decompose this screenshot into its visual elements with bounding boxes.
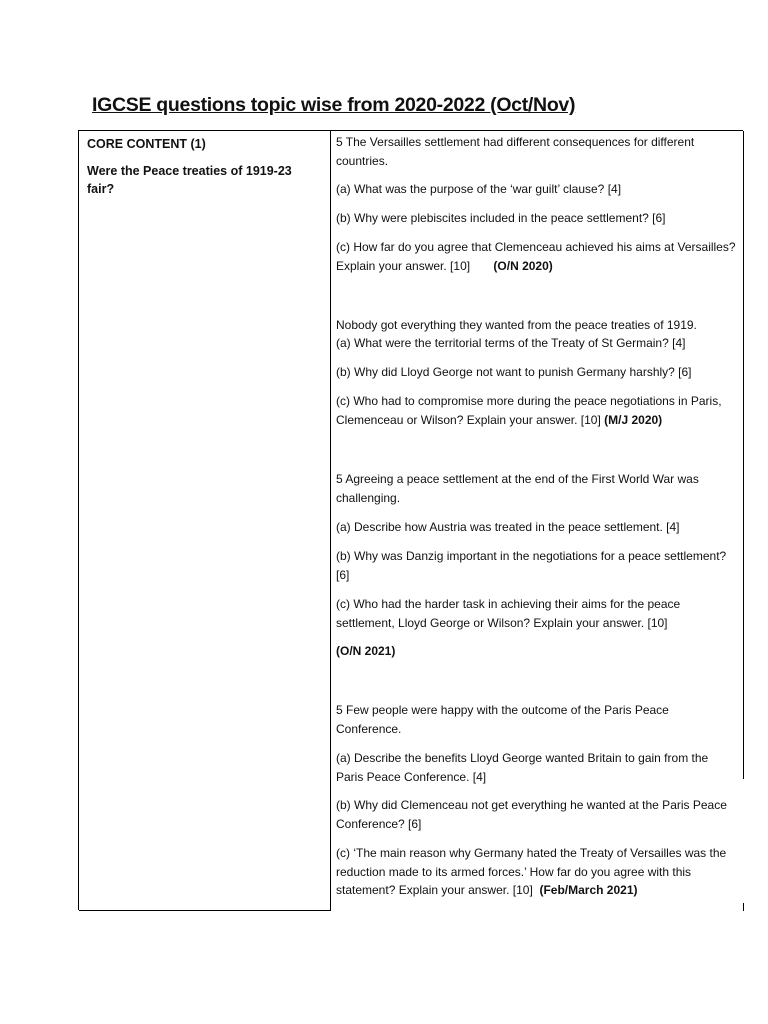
block-3-intro: 5 Agreeing a peace settlement at the end of the First World War was challenging. — [336, 472, 699, 505]
block-4-part-a: (a) Describe the benefits Lloyd George wanted Britain to gain from the Paris Peace Conference. [4] — [336, 751, 709, 784]
block-2-part-c — [336, 392, 736, 429]
block-2-part-c-text: (c) Who had to compromise more during the peace negotiations in Paris, Clemenceau or Wilson? Explain your answer. [10] — [336, 394, 722, 427]
table-right-border-tail — [743, 903, 744, 911]
block-4-intro: 5 Few people were happy with the outcome of the Paris Peace Conference. — [336, 703, 669, 736]
topic-cell — [79, 131, 331, 911]
block-1-part-c-text: (c) How far do you agree that Clemenceau achieved his aims at Versailles? Explain your answer. [10] — [336, 240, 736, 273]
block-2-intro: Nobody got everything they wanted from the peace treaties of 1919. — [336, 318, 697, 332]
block-1-part-c — [336, 238, 736, 275]
block-1-session: (O/N 2020) — [493, 258, 553, 273]
block-3-part-b: (b) Why was Danzig important in the negotiations for a peace settlement? [6] — [336, 549, 727, 582]
page-title: IGCSE questions topic wise from 2020-2022 (Oct/Nov) — [92, 94, 576, 116]
block-1-part-a: (a) What was the purpose of the ‘war guilt’ clause? [4] — [336, 182, 622, 196]
block-4-part-c — [336, 844, 736, 900]
block-1-intro: 5 The Versailles settlement had different consequences for different countries. — [336, 135, 695, 168]
block-1-part-b: (b) Why were plebiscites included in the peace settlement? [6] — [336, 211, 666, 225]
block-2-session: (M/J 2020) — [604, 412, 663, 427]
block-4-session: (Feb/March 2021) — [539, 883, 638, 898]
block-2-part-b: (b) Why did Lloyd George not want to punish Germany harshly? [6] — [336, 365, 692, 379]
block-3-part-a: (a) Describe how Austria was treated in the peace settlement. [4] — [336, 520, 680, 534]
block-3-part-c: (c) Who had the harder task in achieving their aims for the peace settlement, Lloyd George or Wilson? Explain your answer. [10] — [336, 597, 681, 630]
block-4-part-c-text: (c) ‘The main reason why Germany hated the Treaty of Versailles was the reduction made to its armed forces.’ How far do you agree with this statement? Explain your answer. [10] — [336, 846, 727, 898]
core-content-label: CORE CONTENT (1) — [87, 137, 206, 151]
block-2-part-a: (a) What were the territorial terms of the Treaty of St Germain? [4] — [336, 336, 686, 350]
table-right-border — [743, 131, 744, 779]
block-4-part-b: (b) Why did Clemenceau not get everything he wanted at the Paris Peace Conference? [6] — [336, 798, 727, 831]
questions-table — [78, 130, 743, 910]
topic-question: Were the Peace treaties of 1919-23 fair? — [87, 163, 292, 196]
block-3-session: (O/N 2021) — [336, 644, 396, 658]
